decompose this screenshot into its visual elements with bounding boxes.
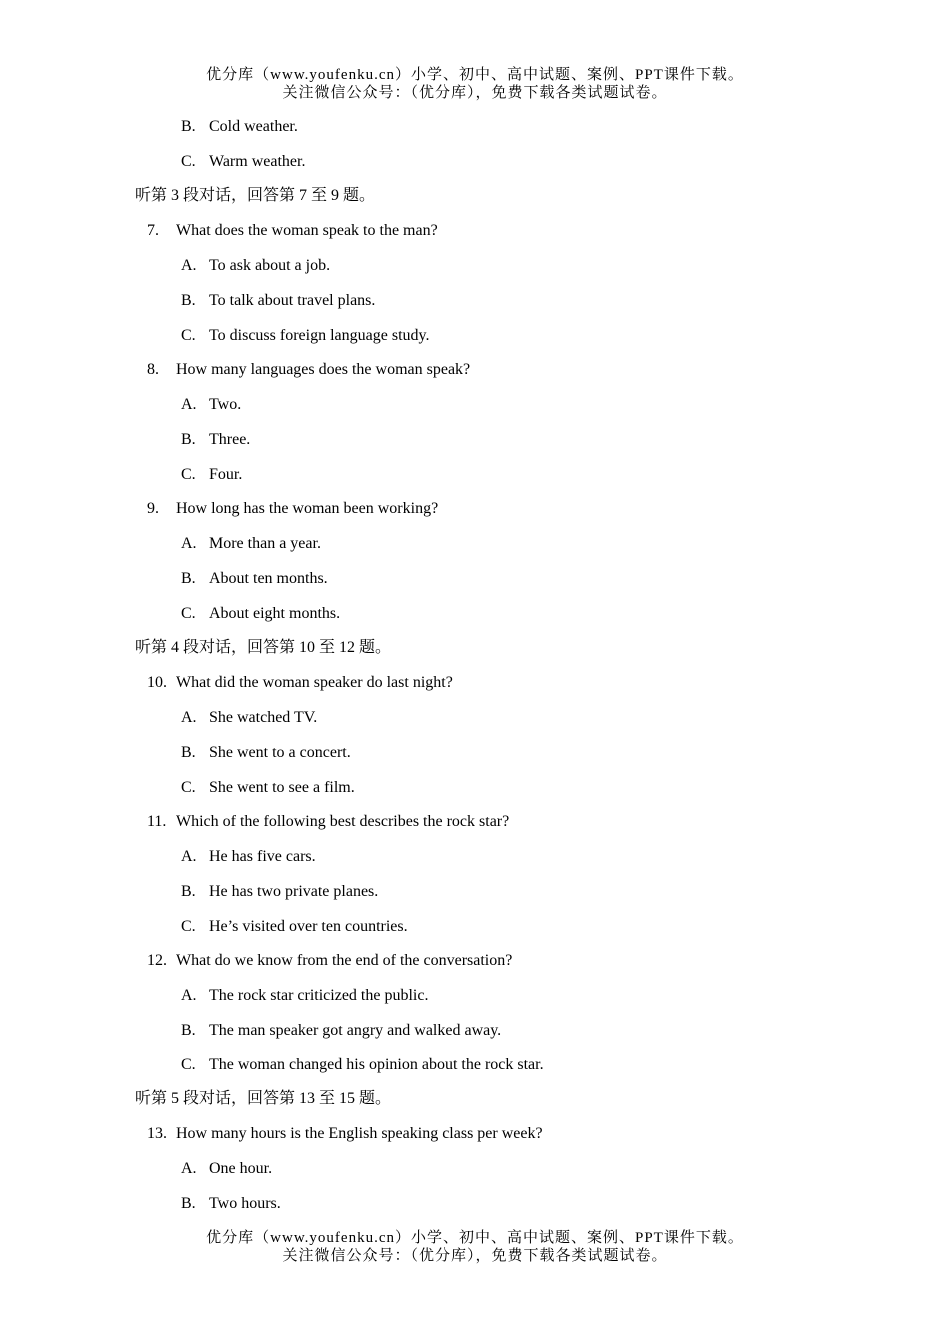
q10-option-b-letter: B. [181,744,196,761]
q7-option-b-letter: B. [181,292,196,309]
q10-option-a-text: She watched TV. [209,709,318,726]
q8-option-b-letter: B. [181,431,196,448]
q10-text: What did the woman speaker do last night? [176,674,453,691]
page-footer-line-1: 优分库（www.youfenku.cn）小学、初中、高中试题、案例、PPT课件下载。 [206,1230,744,1246]
page-footer-line-2: 关注微信公众号：（优分库），免费下载各类试题试卷。 [282,1248,668,1264]
q11-option-b-text: He has two private planes. [209,883,379,900]
page-header-line-2: 关注微信公众号：（优分库），免费下载各类试题试卷。 [282,85,668,101]
q9-option-b-text: About ten months. [209,570,328,587]
q10-option-a-letter: A. [181,709,197,726]
q11-option-b-letter: B. [181,883,196,900]
q6-option-b-text: Cold weather. [209,118,298,135]
q9-option-c-text: About eight months. [209,605,341,622]
q9-number: 9. [147,500,159,517]
section-3-instruction: 听第 3 段对话，回答第 7 至 9 题。 [135,187,376,204]
q10-option-c-text: She went to see a film. [209,779,355,796]
q9-option-a-letter: A. [181,535,197,552]
q11-option-a-text: He has five cars. [209,848,316,865]
q11-option-c-text: He’s visited over ten countries. [209,918,408,935]
q11-number: 11. [147,813,167,830]
q9-option-c-letter: C. [181,605,196,622]
q7-option-a-letter: A. [181,257,197,274]
q13-number: 13. [147,1125,167,1142]
q12-option-a-letter: A. [181,987,197,1004]
q8-option-b-text: Three. [209,431,251,448]
q12-text: What do we know from the end of the conversation? [176,952,513,969]
q8-option-a-text: Two. [209,396,242,413]
q9-option-a-text: More than a year. [209,535,321,552]
q7-option-a-text: To ask about a job. [209,257,331,274]
q8-text: How many languages does the woman speak? [176,361,471,378]
q12-option-b-text: The man speaker got angry and walked away. [209,1022,502,1039]
q8-number: 8. [147,361,159,378]
q12-option-a-text: The rock star criticized the public. [209,987,429,1004]
q11-text: Which of the following best describes the rock star? [176,813,510,830]
q9-text: How long has the woman been working? [176,500,439,517]
q9-option-b-letter: B. [181,570,196,587]
section-4-instruction: 听第 4 段对话，回答第 10 至 12 题。 [135,639,392,656]
q13-option-b-text: Two hours. [209,1195,281,1212]
q12-number: 12. [147,952,167,969]
q12-option-c-letter: C. [181,1056,196,1073]
q12-option-c-text: The woman changed his opinion about the rock star. [209,1056,544,1073]
q7-option-b-text: To talk about travel plans. [209,292,376,309]
q7-text: What does the woman speak to the man? [176,222,438,239]
q11-option-a-letter: A. [181,848,197,865]
q13-text: How many hours is the English speaking class per week? [176,1125,543,1142]
section-5-instruction: 听第 5 段对话，回答第 13 至 15 题。 [135,1090,392,1107]
page-header-line-1: 优分库（www.youfenku.cn）小学、初中、高中试题、案例、PPT课件下载。 [206,67,744,83]
q12-option-b-letter: B. [181,1022,196,1039]
q8-option-c-letter: C. [181,466,196,483]
q10-number: 10. [147,674,167,691]
q10-option-b-text: She went to a concert. [209,744,351,761]
q7-option-c-text: To discuss foreign language study. [209,327,430,344]
q8-option-a-letter: A. [181,396,197,413]
q11-option-c-letter: C. [181,918,196,935]
q10-option-c-letter: C. [181,779,196,796]
q6-option-b-letter: B. [181,118,196,135]
q7-number: 7. [147,222,159,239]
q6-option-c-letter: C. [181,153,196,170]
q13-option-a-text: One hour. [209,1160,273,1177]
q8-option-c-text: Four. [209,466,243,483]
q13-option-a-letter: A. [181,1160,197,1177]
q7-option-c-letter: C. [181,327,196,344]
q13-option-b-letter: B. [181,1195,196,1212]
q6-option-c-text: Warm weather. [209,153,306,170]
